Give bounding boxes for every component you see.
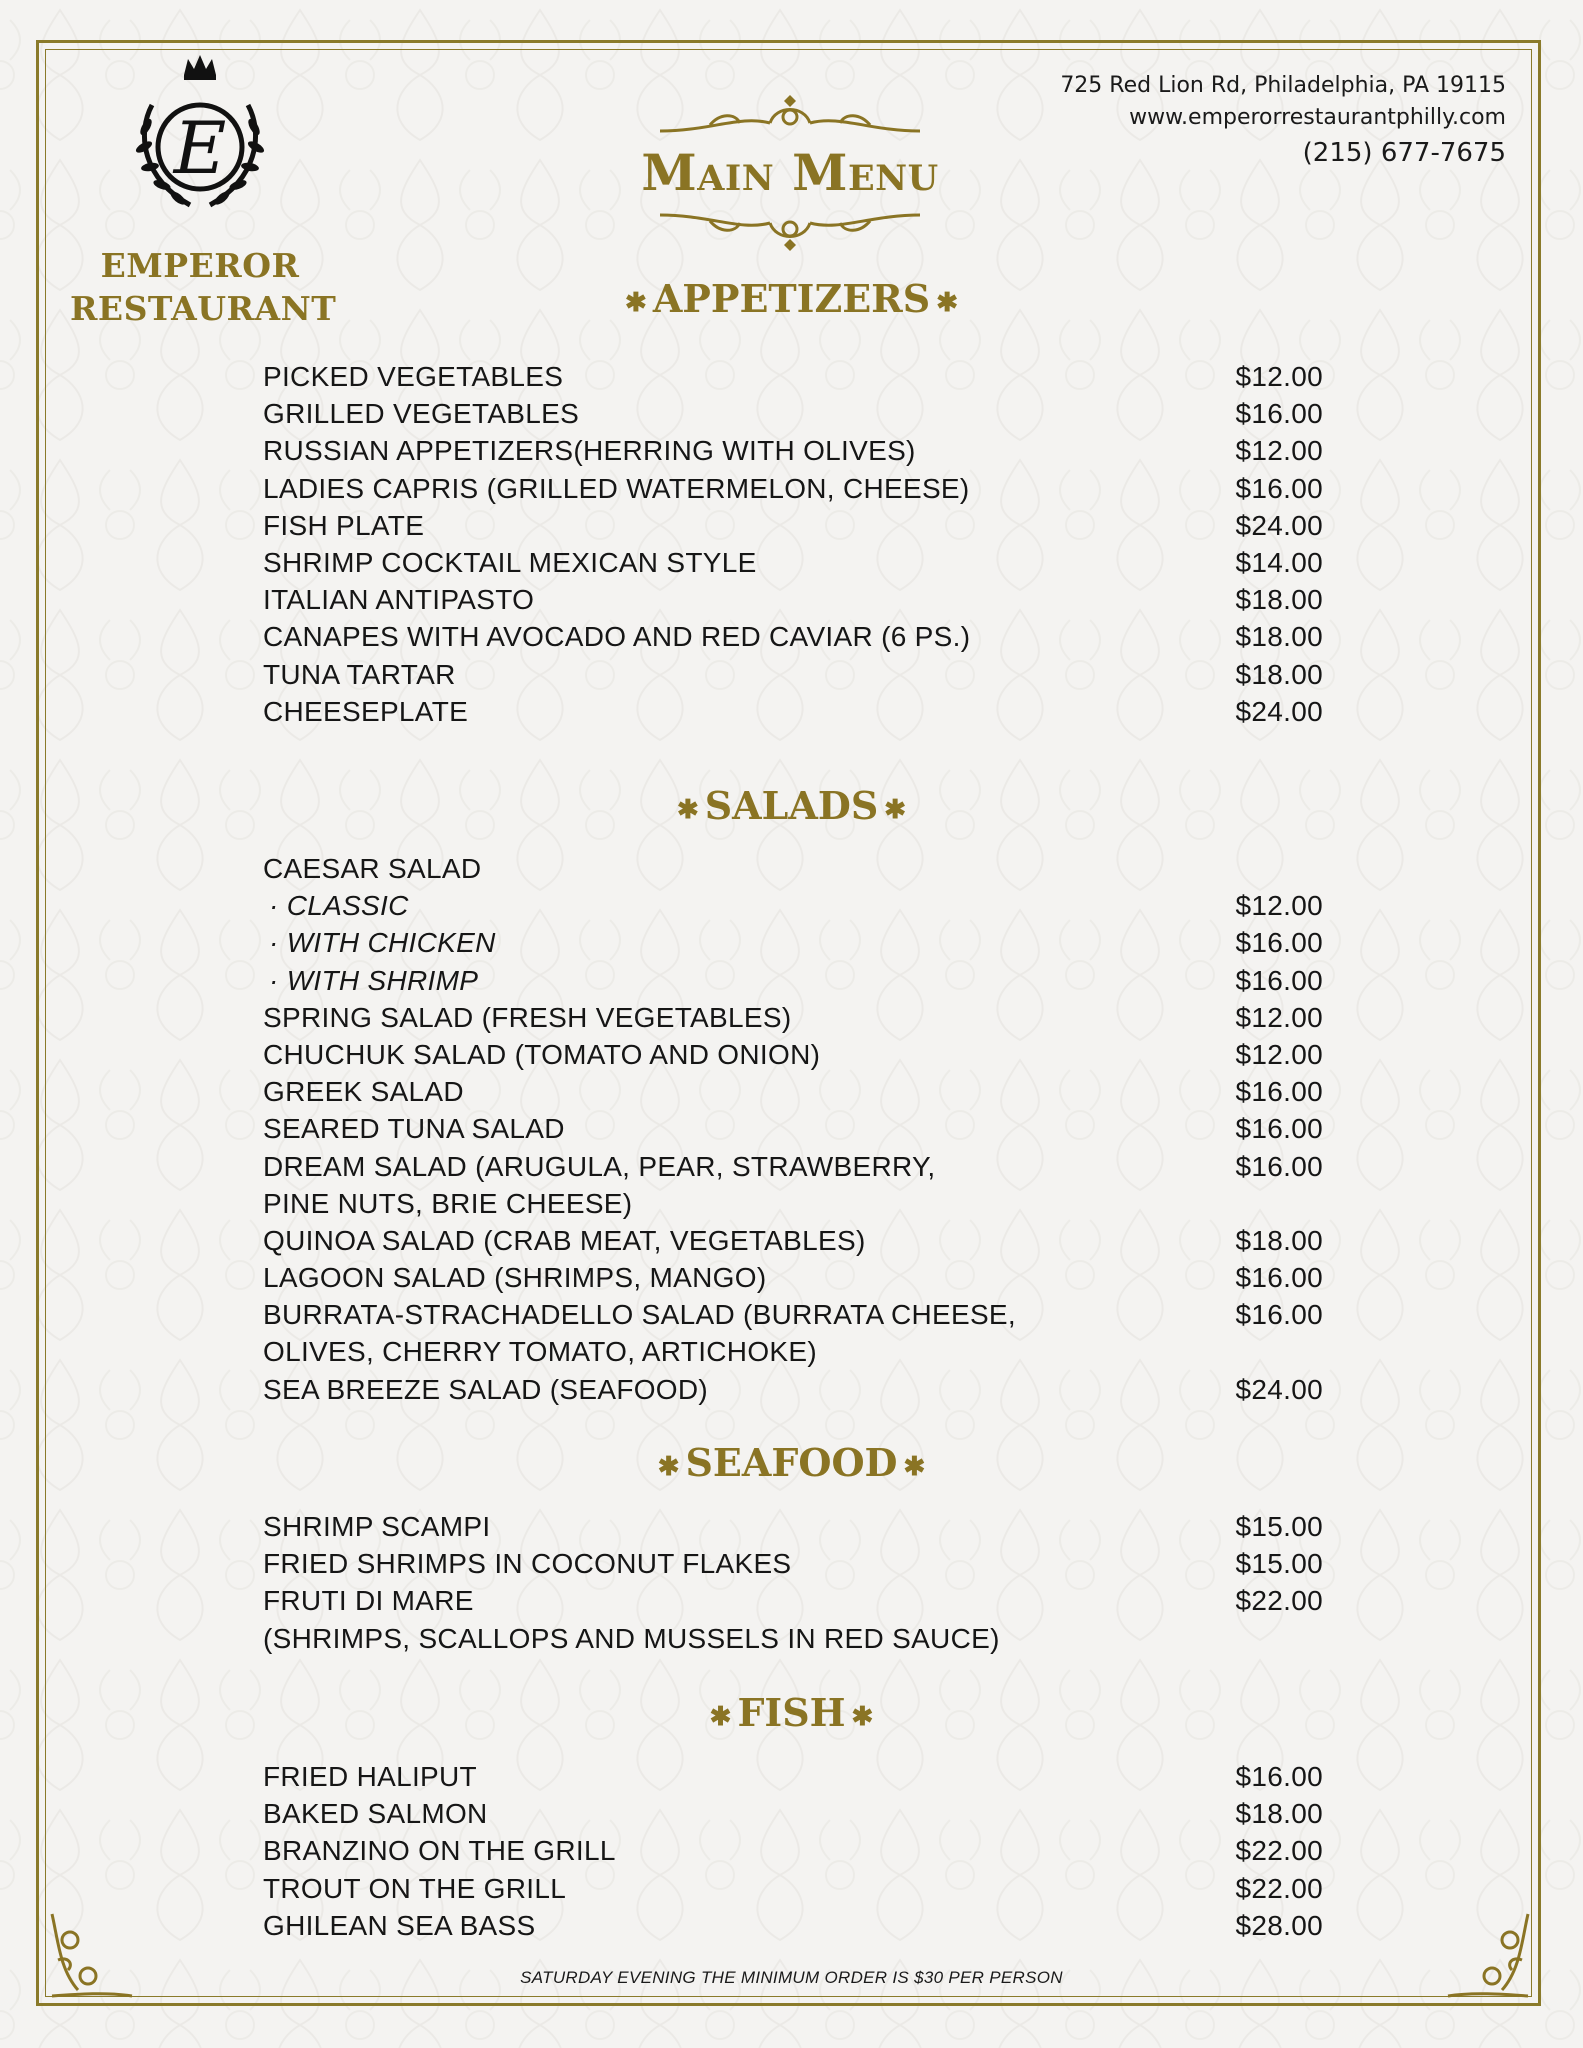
menu-item-price: $18.00 (1235, 1224, 1323, 1256)
menu-item-name: BRANZINO ON THE GRILL (263, 1835, 616, 1867)
menu-item (263, 1795, 1323, 1832)
menu-item-price: $14.00 (1235, 546, 1323, 578)
menu-item (263, 395, 1323, 432)
menu-item-name: (SHRIMPS, SCALLOPS AND MUSSELS IN RED SAUCE) (263, 1622, 1000, 1654)
menu-item-name: DREAM SALAD (ARUGULA, PEAR, STRAWBERRY, (263, 1150, 936, 1182)
menu-item-name: QUINOA SALAD (CRAB MEAT, VEGETABLES) (263, 1224, 866, 1256)
menu-item-name: LADIES CAPRIS (GRILLED WATERMELON, CHEESE) (263, 472, 970, 504)
menu-item-price: $24.00 (1235, 509, 1323, 541)
menu-item-price: $12.00 (1235, 435, 1323, 467)
menu-item-price: $18.00 (1235, 658, 1323, 690)
menu-item-name: SEA BREEZE SALAD (SEAFOOD) (263, 1373, 709, 1405)
menu-item-price: $18.00 (1235, 1798, 1323, 1830)
menu-item (263, 358, 1323, 395)
address: 725 Red Lion Rd, Philadelphia, PA 19115 (1060, 73, 1506, 98)
menu-item (263, 470, 1323, 507)
title-flourish-bottom (650, 207, 930, 251)
menu-item (263, 1222, 1323, 1259)
menu-item-name: OLIVES, CHERRY TOMATO, ARTICHOKE) (263, 1336, 817, 1368)
menu-item-price: $22.00 (1235, 1585, 1323, 1617)
menu-item-name: SHRIMP COCKTAIL MEXICAN STYLE (263, 546, 757, 578)
menu-item (263, 850, 1323, 887)
menu-item-price: $16.00 (1235, 1113, 1323, 1145)
menu-item-price: $18.00 (1235, 584, 1323, 616)
menu-item (263, 1832, 1323, 1869)
menu-item (263, 507, 1323, 544)
menu-item-price: $12.00 (1235, 1001, 1323, 1033)
menu-title-block (600, 95, 980, 255)
menu-item-price: $15.00 (1235, 1511, 1323, 1542)
menu-item (263, 1185, 1323, 1222)
menu-item (263, 1371, 1323, 1408)
logo-letter: E (173, 106, 227, 190)
menu-item (263, 1870, 1323, 1907)
salads-list (263, 850, 1323, 1408)
menu-item-name: SHRIMP SCAMPI (263, 1511, 491, 1542)
phone-number[interactable]: (215) 677-7675 (1302, 138, 1506, 168)
menu-item-price: $24.00 (1235, 1373, 1323, 1405)
menu-item-price: $15.00 (1235, 1548, 1323, 1580)
menu-item-price: $12.00 (1235, 890, 1323, 922)
appetizers-list (263, 358, 1323, 730)
menu-item-name: ITALIAN ANTIPASTO (263, 584, 535, 616)
menu-item (263, 656, 1323, 693)
brand-line-1: EMPEROR (100, 246, 300, 285)
menu-item (263, 1508, 1323, 1545)
menu-item-name: BURRATA-STRACHADELLO SALAD (BURRATA CHEESE, (263, 1299, 1016, 1331)
website-link[interactable]: www.emperorrestaurantphilly.com (1129, 105, 1506, 130)
menu-item-price: $24.00 (1235, 695, 1323, 727)
menu-item-name: RUSSIAN APPETIZERS(HERRING WITH OLIVES) (263, 435, 916, 467)
menu-item-price: $22.00 (1235, 1835, 1323, 1867)
contact-info (1060, 70, 1506, 172)
menu-item-price: $16.00 (1235, 964, 1323, 996)
menu-item-name: CHUCHUK SALAD (TOMATO AND ONION) (263, 1038, 821, 1070)
menu-item-price: $16.00 (1235, 398, 1323, 430)
menu-item (263, 1296, 1323, 1333)
menu-item (263, 1259, 1323, 1296)
menu-item-price: $12.00 (1235, 361, 1323, 392)
menu-item-price: $22.00 (1235, 1872, 1323, 1904)
menu-item (263, 1545, 1323, 1582)
menu-item-price: $16.00 (1235, 1761, 1323, 1792)
menu-item (263, 1148, 1323, 1185)
menu-item (263, 887, 1323, 924)
menu-item-price: $16.00 (1235, 1262, 1323, 1294)
menu-item-name: · CLASSIC (269, 890, 409, 922)
menu-item (263, 432, 1323, 469)
menu-item (263, 1036, 1323, 1073)
menu-item-price: $12.00 (1235, 1038, 1323, 1070)
brand-line-2: RESTAURANT (70, 289, 337, 328)
menu-item (263, 1758, 1323, 1795)
menu-item-name: PINE NUTS, BRIE CHEESE) (263, 1187, 633, 1219)
menu-item-name: GHILEAN SEA BASS (263, 1909, 536, 1941)
menu-item-name: GREEK SALAD (263, 1076, 464, 1108)
menu-item-name: FRUTI DI MARE (263, 1585, 474, 1617)
menu-item-price: $18.00 (1235, 621, 1323, 653)
title-flourish-top (650, 95, 930, 139)
menu-item-name: SEARED TUNA SALAD (263, 1113, 565, 1145)
menu-item-name: TUNA TARTAR (263, 658, 456, 690)
menu-item (263, 999, 1323, 1036)
menu-item-name: FISH PLATE (263, 509, 425, 541)
menu-item-name: · WITH CHICKEN (269, 927, 496, 959)
menu-item-name: · WITH SHRIMP (269, 964, 479, 996)
menu-item-name: SPRING SALAD (FRESH VEGETABLES) (263, 1001, 792, 1033)
section-title-appetizers: ✱ APPETIZERS ✱ (625, 276, 958, 321)
menu-item (263, 1582, 1323, 1619)
seafood-list (263, 1508, 1323, 1657)
menu-item (263, 1907, 1323, 1944)
menu-item-price: $16.00 (1235, 1076, 1323, 1108)
page-title: Main Menu (641, 143, 939, 202)
menu-item-name: PICKED VEGETABLES (263, 361, 564, 392)
menu-item-name: FRIED HALIPUT (263, 1761, 477, 1792)
menu-item (263, 618, 1323, 655)
menu-item (263, 1110, 1323, 1147)
menu-item (263, 581, 1323, 618)
menu-item (263, 693, 1323, 730)
menu-item-name: CHEESEPLATE (263, 695, 469, 727)
menu-item-name: LAGOON SALAD (SHRIMPS, MANGO) (263, 1262, 767, 1294)
section-title-seafood: ✱ SEAFOOD ✱ (657, 1440, 926, 1485)
menu-item (263, 1333, 1323, 1370)
menu-item-name: TROUT ON THE GRILL (263, 1872, 567, 1904)
menu-item-name: GRILLED VEGETABLES (263, 398, 580, 430)
menu-item (263, 962, 1323, 999)
menu-item-price: $16.00 (1235, 1150, 1323, 1182)
menu-item-price: $28.00 (1235, 1909, 1323, 1941)
menu-item (263, 544, 1323, 581)
menu-item-price: $16.00 (1235, 1299, 1323, 1331)
menu-item-name: FRIED SHRIMPS IN COCONUT FLAKES (263, 1548, 792, 1580)
menu-item-name: CANAPES WITH AVOCADO AND RED CAVIAR (6 PS.) (263, 621, 971, 653)
footer-note: SATURDAY EVENING THE MINIMUM ORDER IS $30 PER PERSON (520, 1968, 1063, 1987)
menu-item-price: $16.00 (1235, 472, 1323, 504)
menu-item-price: $16.00 (1235, 927, 1323, 959)
fish-list (263, 1758, 1323, 1944)
menu-item (263, 924, 1323, 961)
menu-item-name: CAESAR SALAD (263, 853, 482, 884)
emperor-logo (100, 55, 300, 215)
menu-item-name: BAKED SALMON (263, 1798, 488, 1830)
menu-item (263, 1073, 1323, 1110)
menu-item (263, 1620, 1323, 1657)
section-title-salads: ✱ SALADS ✱ (676, 783, 907, 828)
section-title-fish: ✱ FISH ✱ (709, 1690, 874, 1735)
